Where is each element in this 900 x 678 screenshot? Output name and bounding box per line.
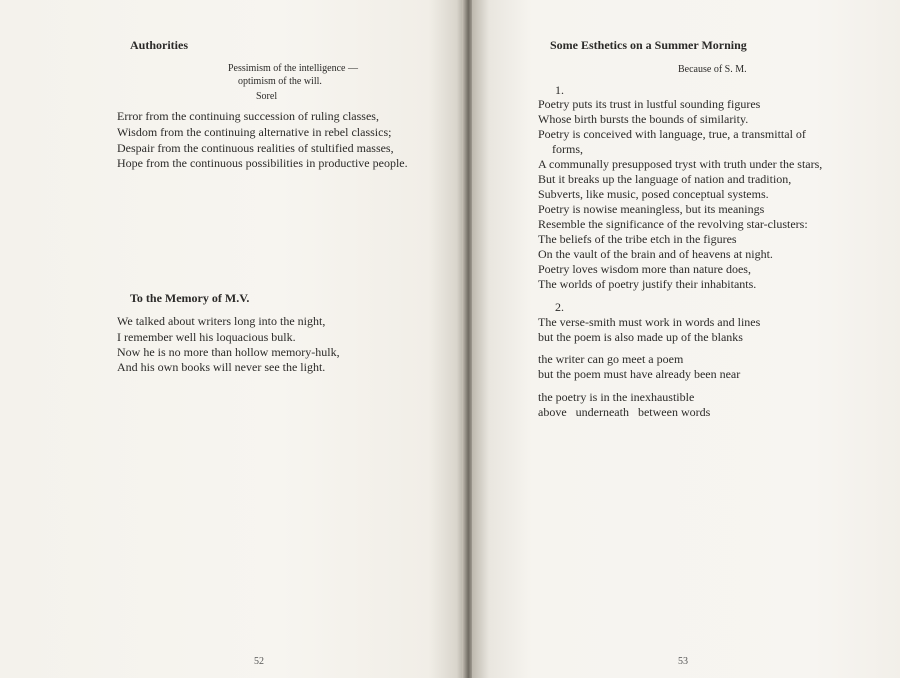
poem-line: Resemble the significance of the revolving star-clusters: xyxy=(538,217,808,231)
epigraph-line-1: Pessimism of the intelligence — xyxy=(228,63,358,74)
poem-title-authorities: Authorities xyxy=(130,38,188,52)
poem-line: Poetry is conceived with language, true, a transmittal of xyxy=(538,127,806,141)
poem-line: Despair from the continuous realities of stultified masses, xyxy=(117,141,394,155)
poem-line: The beliefs of the tribe etch in the figures xyxy=(538,232,737,246)
poem-line: Wisdom from the continuing alternative in rebel classics; xyxy=(117,125,392,139)
poem-line: the writer can go meet a poem xyxy=(538,352,684,366)
poem-line: Poetry is nowise meaningless, but its meanings xyxy=(538,202,765,216)
poem-title-memory: To the Memory of M.V. xyxy=(130,291,250,305)
poem-line: The worlds of poetry justify their inhabitants. xyxy=(538,277,757,291)
poem-line: On the vault of the brain and of heavens at night. xyxy=(538,247,773,261)
poem-line: A communally presupposed tryst with truth under the stars, xyxy=(538,157,823,171)
poem-line: but the poem is also made up of the blanks xyxy=(538,330,743,344)
page-number-left: 52 xyxy=(254,656,264,667)
poem-line: Poetry loves wisdom more than nature does, xyxy=(538,262,751,276)
poem-line: We talked about writers long into the night, xyxy=(117,314,326,328)
poem-line: Hope from the continuous possibilities in productive people. xyxy=(117,156,408,170)
dedication: Because of S. M. xyxy=(678,64,747,75)
poem-line: And his own books will never see the light. xyxy=(117,360,326,374)
page-number-right: 53 xyxy=(678,656,688,667)
right-page xyxy=(472,0,900,678)
poem-line: forms, xyxy=(552,142,583,156)
epigraph-author: Sorel xyxy=(256,91,278,102)
poem-line: but the poem must have already been near xyxy=(538,367,741,381)
poem-line: Whose birth bursts the bounds of similarity. xyxy=(538,112,749,126)
poem-line: above underneath between words xyxy=(538,405,711,419)
poem-line: the poetry is in the inexhaustible xyxy=(538,390,695,404)
epigraph-line-2: optimism of the will. xyxy=(238,76,322,87)
poem-line: I remember well his loquacious bulk. xyxy=(117,330,296,344)
poem-line: Subverts, like music, posed conceptual systems. xyxy=(538,187,769,201)
poem-line: But it breaks up the language of nation and tradition, xyxy=(538,172,792,186)
poem-line: Now he is no more than hollow memory-hulk, xyxy=(117,345,340,359)
section-number-2: 2. xyxy=(555,300,564,314)
poem-line: Error from the continuing succession of ruling classes, xyxy=(117,109,379,123)
poem-title-esthetics: Some Esthetics on a Summer Morning xyxy=(550,38,747,52)
poem-line: Poetry puts its trust in lustful sounding figures xyxy=(538,97,761,111)
poem-line: The verse-smith must work in words and lines xyxy=(538,315,761,329)
section-number-1: 1. xyxy=(555,83,564,97)
